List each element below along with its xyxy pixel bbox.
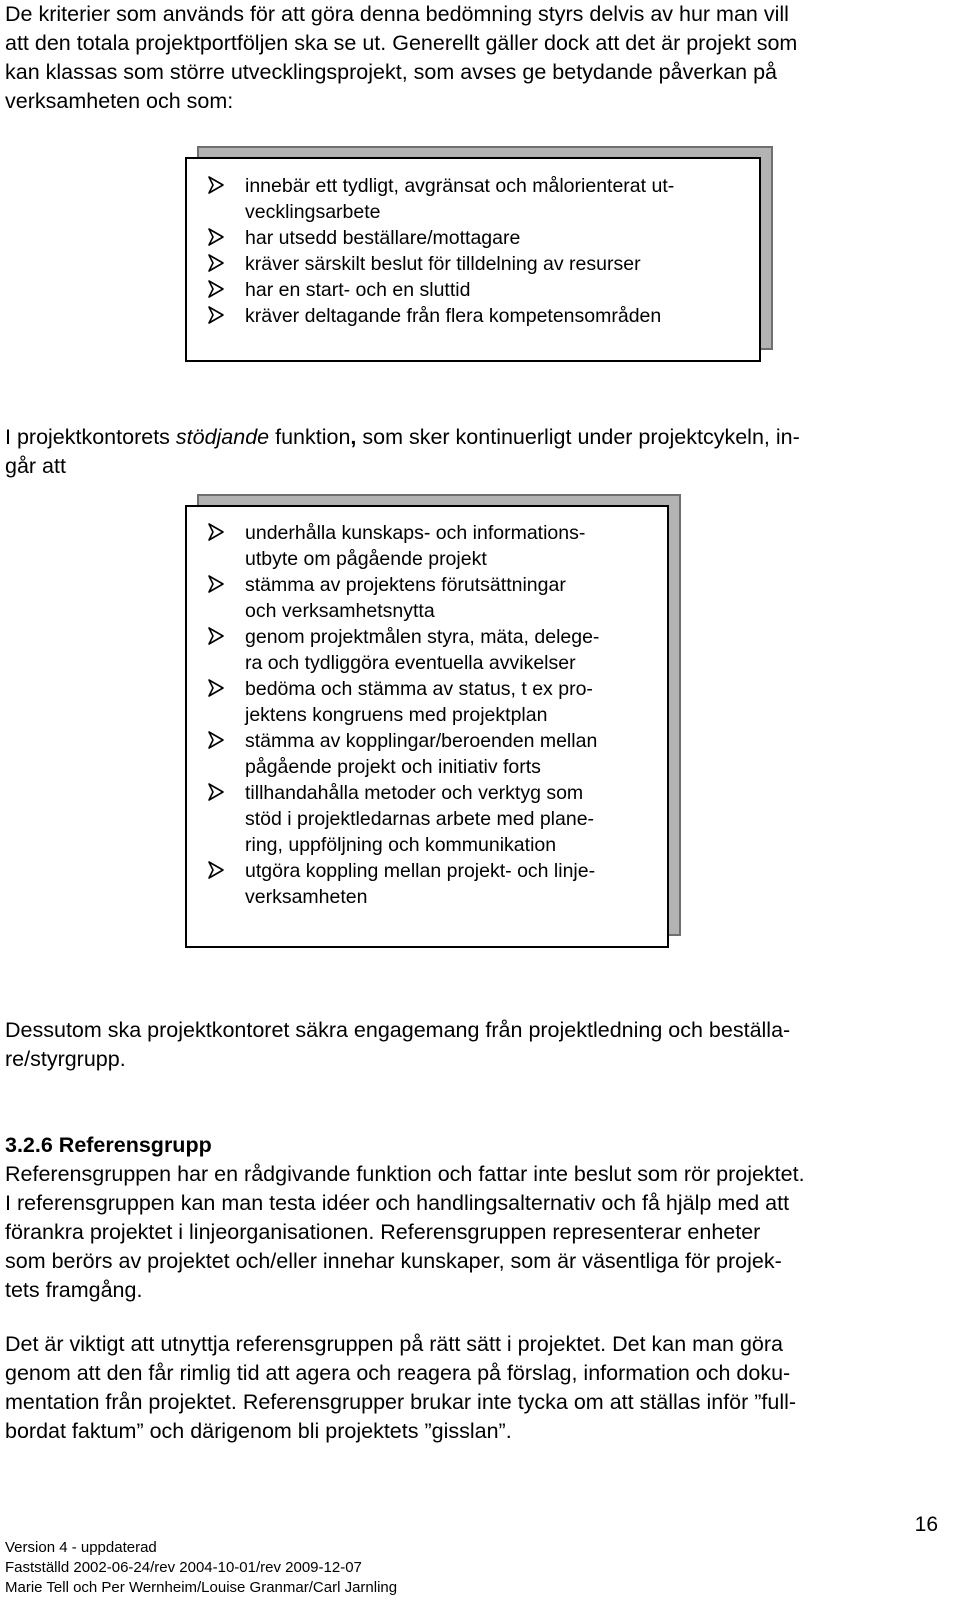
- list-item: [223, 858, 599, 910]
- list-item-line: utgöra koppling mellan projekt- och linje-: [245, 860, 596, 882]
- ref-line: som berörs av projektet och/eller innehar kunskaper, som är väsentliga för projek-: [5, 1249, 782, 1273]
- list-item-line: pågående projekt och initiativ forts: [245, 756, 541, 778]
- list-item: [223, 780, 599, 858]
- list-item-line: verksamheten: [245, 886, 368, 908]
- list-item-text: [245, 572, 599, 624]
- list-item: [223, 303, 674, 329]
- list-item: [223, 251, 674, 277]
- ref-line: tets framgång.: [5, 1278, 143, 1302]
- list-item-text: [245, 225, 674, 251]
- arrowhead-bullet-icon: [207, 279, 225, 299]
- arrowhead-bullet-icon: [207, 626, 225, 646]
- arrowhead-bullet-icon: [207, 305, 225, 325]
- list-item-line: tillhandahålla metoder och verktyg som: [245, 782, 584, 804]
- list-item-text: [245, 303, 674, 329]
- list-item-line: kräver särskilt beslut för tilldelning av resurser: [245, 253, 641, 275]
- arrowhead-bullet-icon: [207, 227, 225, 247]
- list-item-text: [245, 277, 674, 303]
- list-item-text: [245, 251, 674, 277]
- footer-dates: Fastställd 2002-06-24/rev 2004-10-01/rev 2009-12-07: [5, 1559, 362, 1576]
- criteria-list: [223, 173, 674, 329]
- support-tasks-list: [223, 520, 599, 910]
- reference-group-paragraph-1: [5, 1160, 940, 1305]
- list-item-line: innebär ett tydligt, avgränsat och målorienterat ut-: [245, 175, 675, 197]
- list-item: [223, 572, 599, 624]
- section-heading: 3.2.6 Referensgrupp: [5, 1133, 212, 1157]
- list-item-text: [245, 858, 599, 910]
- ref-line: I referensgruppen kan man testa idéer och handlingsalternativ och få hjälp med att: [5, 1191, 790, 1215]
- criteria-box: [185, 146, 775, 364]
- page-number: 16: [914, 1513, 938, 1536]
- list-item: [223, 676, 599, 728]
- intro-line: verksamheten och som:: [5, 89, 234, 113]
- criteria-box-panel: [185, 157, 761, 362]
- arrowhead-bullet-icon: [207, 860, 225, 880]
- arrowhead-bullet-icon: [207, 175, 225, 195]
- engagement-paragraph: [5, 1016, 940, 1074]
- engagement-line: Dessutom ska projektkontoret säkra engagemang från projektledning och beställa-: [5, 1018, 791, 1042]
- list-item-line: stämma av projektens förutsättningar: [245, 574, 566, 596]
- list-item-line: stöd i projektledarnas arbete med plane-: [245, 808, 595, 830]
- list-item-line: utbyte om pågående projekt: [245, 548, 487, 570]
- list-item: [223, 225, 674, 251]
- ref-line: bordat faktum” och därigenom bli projektets ”gisslan”.: [5, 1419, 512, 1443]
- arrowhead-bullet-icon: [207, 522, 225, 542]
- support-line-1: [5, 423, 940, 452]
- list-item-line: och verksamhetsnytta: [245, 600, 435, 622]
- list-item: [223, 624, 599, 676]
- support-tasks-box: [185, 494, 685, 949]
- intro-line: att den totala projektportföljen ska se ut. Generellt gäller dock att det är projekt som: [5, 31, 798, 55]
- arrowhead-bullet-icon: [207, 782, 225, 802]
- support-tasks-box-panel: [185, 505, 669, 948]
- list-item-line: har utsedd beställare/mottagare: [245, 227, 521, 249]
- engagement-line: re/styrgrupp.: [5, 1047, 126, 1071]
- list-item-line: vecklingsarbete: [245, 201, 381, 223]
- list-item-text: [245, 780, 599, 858]
- ref-line: Referensgruppen har en rådgivande funktion och fattar inte beslut som rör projektet.: [5, 1162, 805, 1186]
- support-line-2: går att: [5, 454, 66, 478]
- list-item: [223, 173, 674, 225]
- arrowhead-bullet-icon: [207, 253, 225, 273]
- intro-line: kan klassas som större utvecklingsprojekt, som avses ge betydande påverkan på: [5, 60, 778, 84]
- list-item-text: [245, 676, 599, 728]
- support-text: funktion: [269, 425, 351, 449]
- arrowhead-bullet-icon: [207, 730, 225, 750]
- support-text: I projektkontorets: [5, 425, 176, 449]
- support-function-paragraph: [5, 423, 940, 481]
- list-item-text: [245, 520, 599, 572]
- footer-authors: Marie Tell och Per Wernheim/Louise Granmar/Carl Jarnling: [5, 1579, 398, 1596]
- list-item: [223, 520, 599, 572]
- list-item-line: stämma av kopplingar/beroenden mellan: [245, 730, 598, 752]
- list-item: [223, 277, 674, 303]
- list-item-text: [245, 624, 599, 676]
- list-item-text: [245, 728, 599, 780]
- ref-line: Det är viktigt att utnyttja referensgruppen på rätt sätt i projektet. Det kan man göra: [5, 1332, 783, 1356]
- list-item-line: ring, uppföljning och kommunikation: [245, 834, 557, 856]
- arrowhead-bullet-icon: [207, 574, 225, 594]
- ref-line: förankra projektet i linjeorganisationen. Referensgruppen representerar enheter: [5, 1220, 761, 1244]
- reference-group-paragraph-2: [5, 1330, 940, 1446]
- arrowhead-bullet-icon: [207, 678, 225, 698]
- list-item-line: underhålla kunskaps- och informations-: [245, 522, 586, 544]
- ref-line: mentation från projektet. Referensgrupper brukar inte tycka om att ställas inför ”full-: [5, 1390, 797, 1414]
- footer-version: Version 4 - uppdaterad: [5, 1539, 157, 1556]
- list-item-line: bedöma och stämma av status, t ex pro-: [245, 678, 593, 700]
- support-comma: ,: [350, 425, 357, 449]
- list-item-text: [245, 173, 674, 225]
- list-item: [223, 728, 599, 780]
- list-item-line: ra och tydliggöra eventuella avvikelser: [245, 652, 576, 674]
- list-item-line: genom projektmålen styra, mäta, delege-: [245, 626, 600, 648]
- support-text: som sker kontinuerligt under projektcykeln, in-: [356, 425, 800, 449]
- ref-line: genom att den får rimlig tid att agera och reagera på förslag, information och doku-: [5, 1361, 791, 1385]
- list-item-line: jektens kongruens med projektplan: [245, 704, 548, 726]
- intro-paragraph: [5, 0, 940, 116]
- support-emphasis: stödjande: [175, 425, 270, 449]
- list-item-line: har en start- och en sluttid: [245, 279, 471, 301]
- list-item-line: kräver deltagande från flera kompetensområden: [245, 305, 662, 327]
- intro-line: De kriterier som används för att göra denna bedömning styrs delvis av hur man vill: [5, 2, 789, 26]
